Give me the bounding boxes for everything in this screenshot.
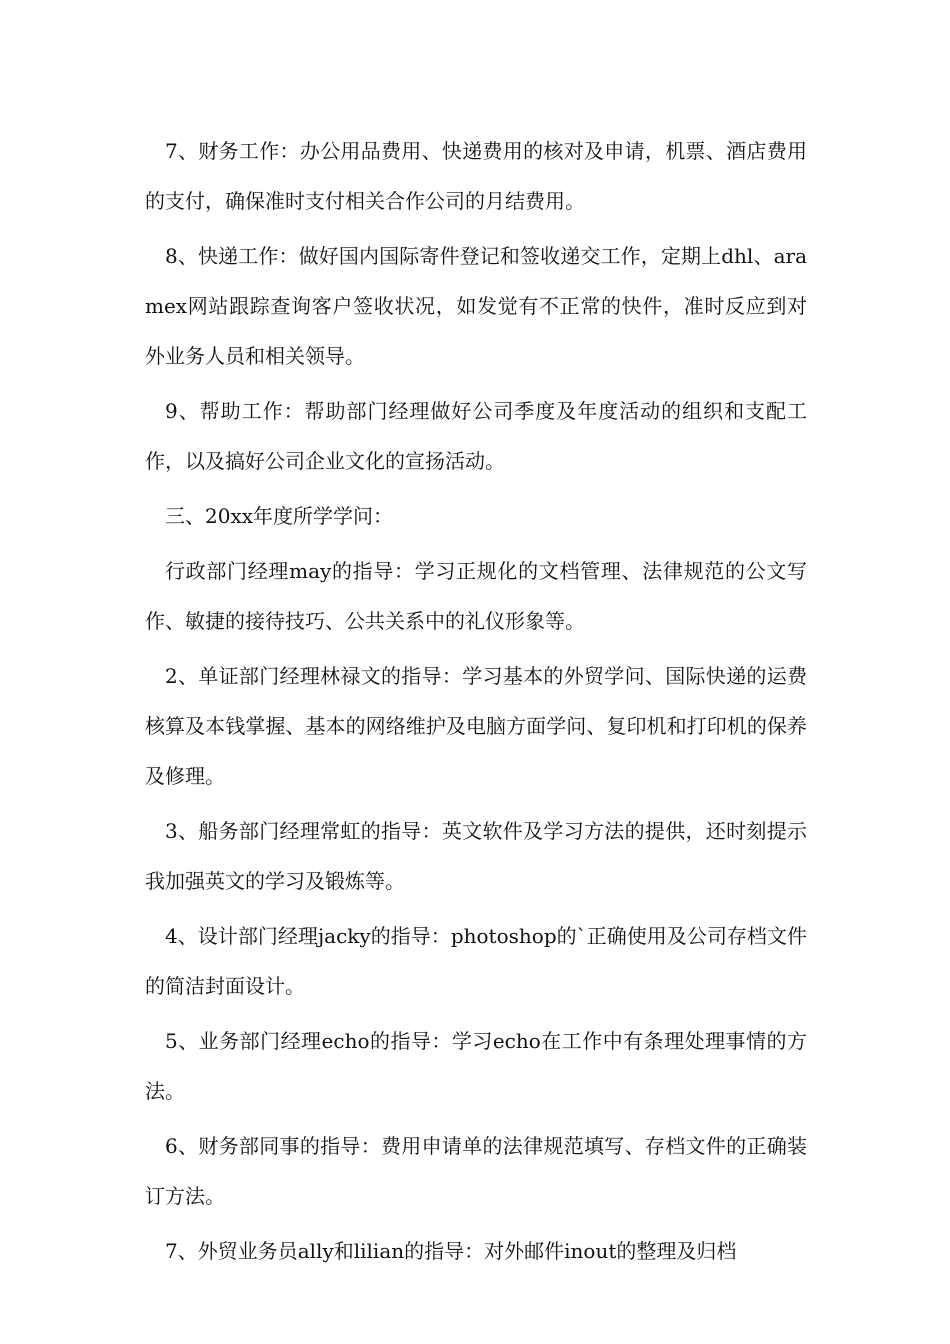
- paragraph-finance-work: 7、财务工作：办公用品费用、快递费用的核对及申请，机票、酒店费用的支付，确保准时支付相关合作公司的月结费用。: [145, 139, 807, 213]
- paragraph-business-guidance: 5、业务部门经理echo的指导：学习echo在工作中有条理处理事情的方法。: [145, 1029, 807, 1103]
- paragraph-shipping-guidance: 3、船务部门经理常虹的指导：英文软件及学习方法的提供，还时刻提示我加强英文的学习及锻炼等。: [145, 819, 807, 893]
- paragraph-assist-work: 9、帮助工作：帮助部门经理做好公司季度及年度活动的组织和支配工作，以及搞好公司企业文化的宣扬活动。: [145, 399, 807, 473]
- paragraph-documents-guidance: 2、单证部门经理林禄文的指导：学习基本的外贸学问、国际快递的运费核算及本钱掌握、基本的网络维护及电脑方面学问、复印机和打印机的保养及修理。: [145, 664, 807, 788]
- paragraph-design-guidance: 4、设计部门经理jacky的指导：photoshop的`正确使用及公司存档文件的简洁封面设计。: [145, 924, 807, 998]
- paragraph-trade-guidance: 7、外贸业务员ally和lilian的指导：对外邮件inout的整理及归档: [165, 1239, 737, 1263]
- paragraph-admin-guidance: 行政部门经理may的指导：学习正规化的文档管理、法律规范的公文写作、敏捷的接待技巧、公共关系中的礼仪形象等。: [145, 559, 807, 633]
- document-body: [145, 126, 807, 1281]
- paragraph-courier-work: 8、快递工作：做好国内国际寄件登记和签收递交工作，定期上dhl、aramex网站跟踪查询客户签收状况，如发觉有不正常的快件，准时反应到对外业务人员和相关领导。: [145, 244, 807, 368]
- paragraph-finance-guidance: 6、财务部同事的指导：费用申请单的法律规范填写、存档文件的正确装订方法。: [145, 1134, 807, 1208]
- section-heading-knowledge: 三、20xx年度所学学问：: [165, 504, 394, 528]
